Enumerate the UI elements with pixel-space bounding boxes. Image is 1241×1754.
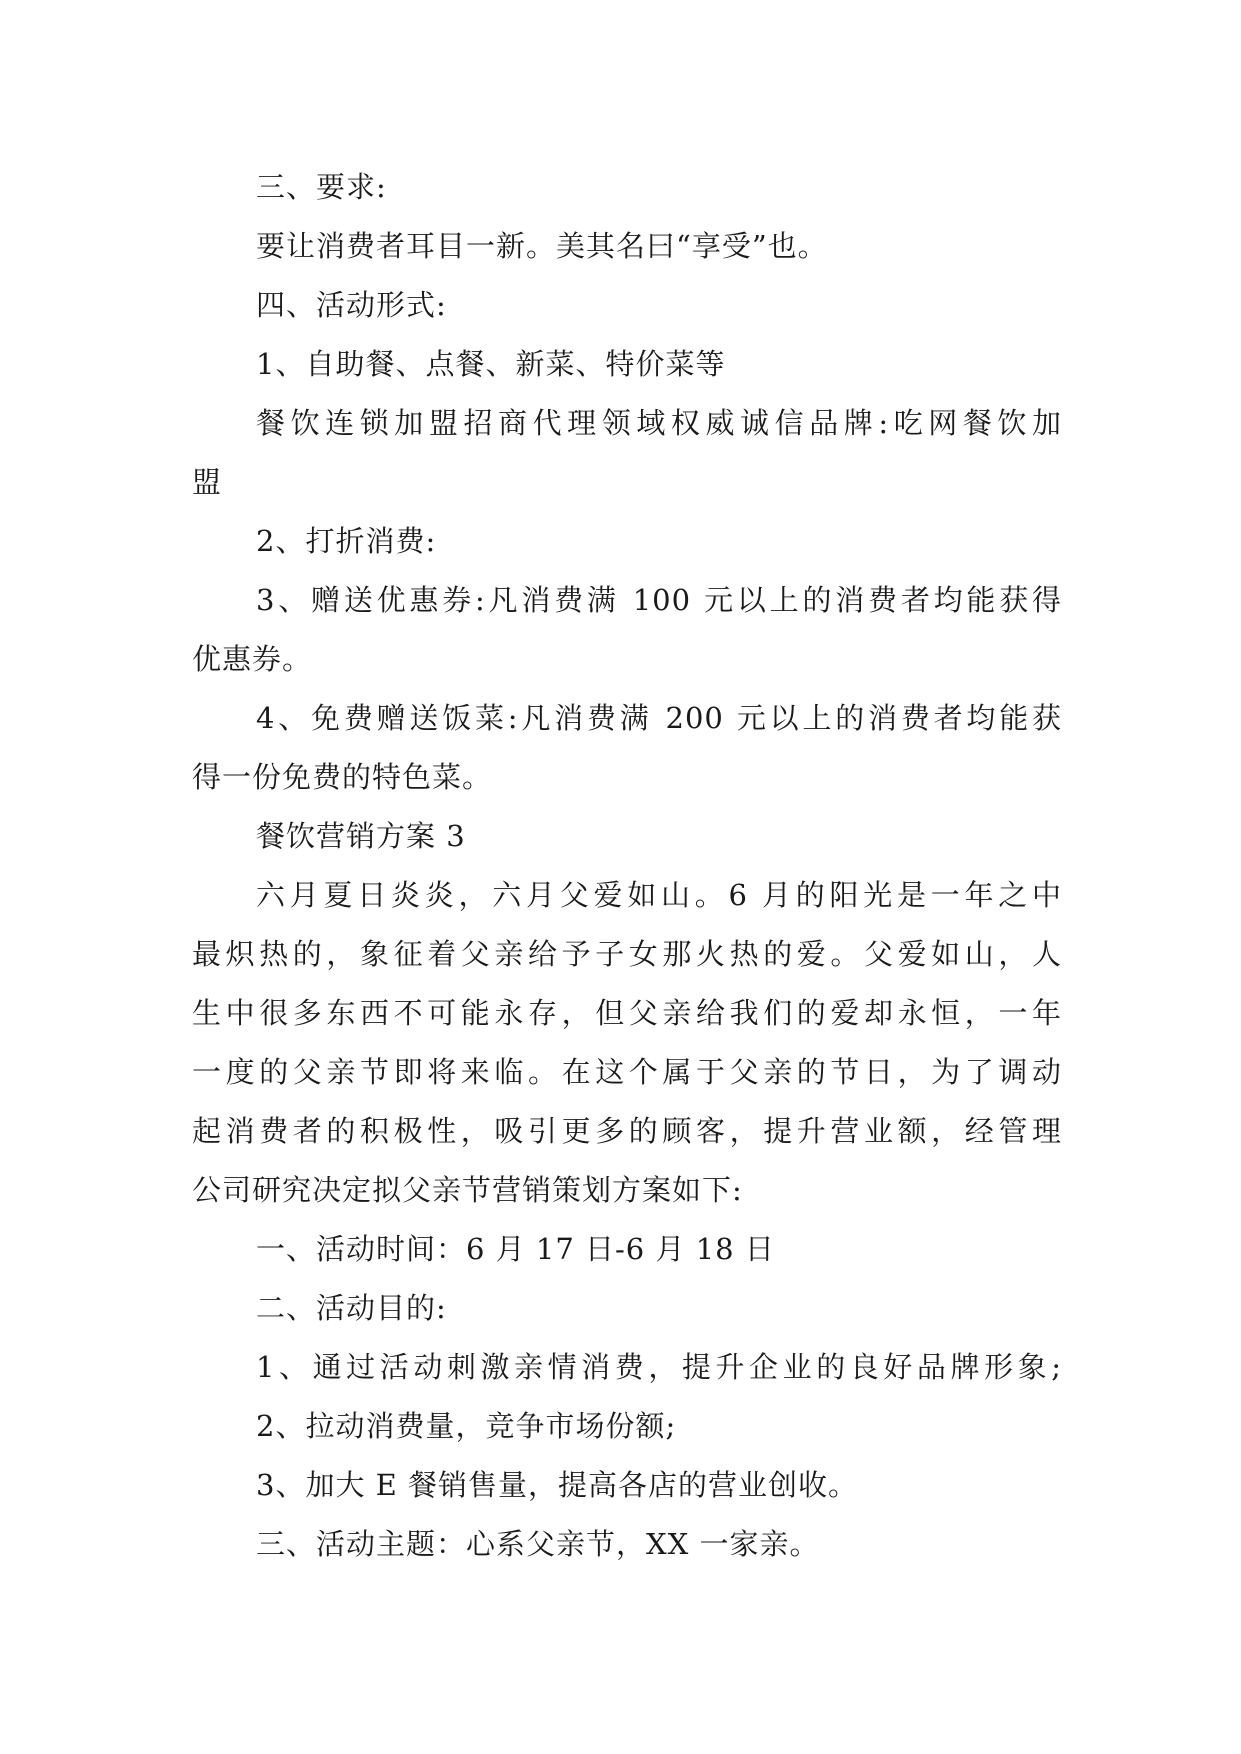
- document-body: [192, 158, 1062, 1574]
- line-intro-1: 六月夏日炎炎，六月父爱如山。6 月的阳光是一年之中: [256, 878, 1062, 912]
- line-item-4-cont: 得一份免费的特色菜。: [192, 760, 493, 794]
- line-intro-4: 一度的父亲节即将来临。在这个属于父亲的节日，为了调动: [192, 1055, 1062, 1089]
- line-item-4: 4、免费赠送饭菜:凡消费满 200 元以上的消费者均能获: [256, 701, 1062, 735]
- line-item-3: 3、赠送优惠券:凡消费满 100 元以上的消费者均能获得: [256, 583, 1062, 617]
- line-purpose-2: 2、拉动消费量，竞争市场份额;: [256, 1409, 677, 1443]
- line-intro-5: 起消费者的积极性，吸引更多的顾客，提升营业额，经管理: [192, 1114, 1062, 1148]
- line-item-3-cont: 优惠券。: [192, 642, 313, 676]
- line-section-title: 餐饮营销方案 3: [256, 819, 466, 853]
- line-franchise-ad: 餐饮连锁加盟招商代理领域权威诚信品牌:吃网餐饮加: [256, 406, 1062, 440]
- line-intro-3: 生中很多东西不可能永存，但父亲给我们的爱却永恒，一年: [192, 996, 1062, 1030]
- line-purpose-3: 3、加大 E 餐销售量，提高各店的营业创收。: [256, 1468, 859, 1502]
- line-requirements-heading: 三、要求:: [256, 170, 387, 204]
- line-activity-form-heading: 四、活动形式:: [256, 288, 447, 322]
- line-franchise-ad-cont: 盟: [192, 465, 223, 499]
- line-activity-time: 一、活动时间：6 月 17 日-6 月 18 日: [256, 1232, 775, 1266]
- line-intro-2: 最炽热的，象征着父亲给予子女那火热的爱。父爱如山，人: [192, 937, 1062, 971]
- line-intro-6: 公司研究决定拟父亲节营销策划方案如下:: [192, 1173, 743, 1207]
- line-item-1: 1、自助餐、点餐、新菜、特价菜等: [256, 347, 726, 381]
- line-activity-theme: 三、活动主题：心系父亲节，XX 一家亲。: [256, 1527, 820, 1561]
- line-requirements-text: 要让消费者耳目一新。美其名曰“享受”也。: [256, 229, 828, 263]
- line-purpose-1: 1、通过活动刺激亲情消费，提升企业的良好品牌形象;: [256, 1350, 1062, 1384]
- line-item-2: 2、打折消费:: [256, 524, 437, 558]
- line-activity-purpose-heading: 二、活动目的:: [256, 1291, 447, 1325]
